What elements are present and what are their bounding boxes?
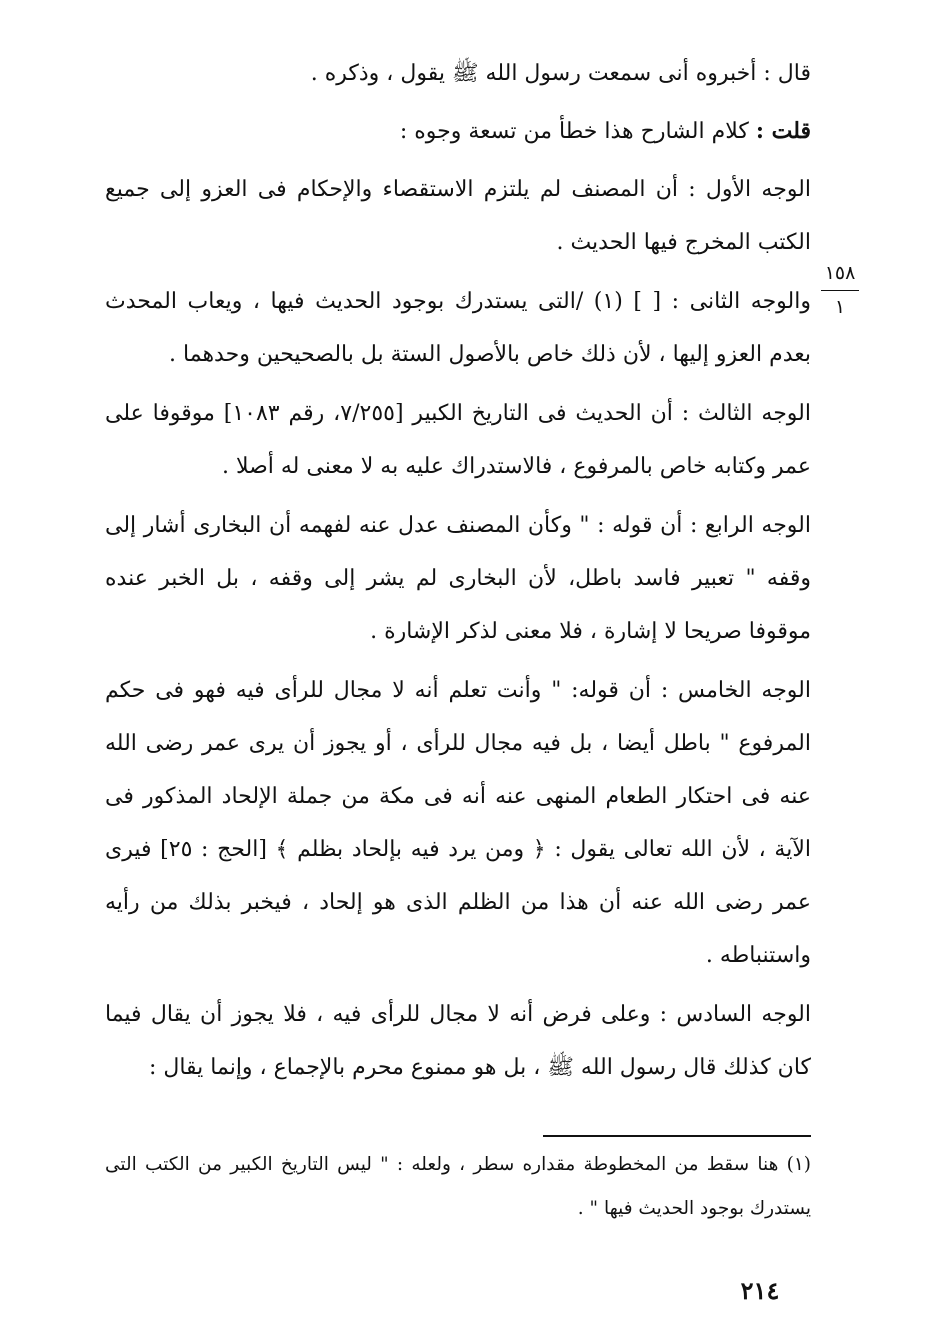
paragraph-text: والوجه الثانى : [ ] (١) /التى يستدرك بوجود الحديث فيها ، ويعاب المحدث بعدم العزو إليها ، لأن ذلك خاص بالأصول الستة بل بالصحيحين وحدهما . [105, 289, 811, 367]
paragraph-wajh-6 [105, 988, 811, 1094]
paragraph-text: كلام الشارح هذا خطأ من تسعة وجوه : [399, 119, 756, 144]
paragraph-wajh-1 [105, 163, 811, 269]
paragraph-text: الوجه الخامس : أن قوله: " وأنت تعلم أنه لا مجال للرأى فيه فهو فى حكم المرفوع " باطل أيضا ، بل فيه مجال للرأى ، أو يجوز أن يرى عمر رضى الله عنه فى احتكار الطعام المنهى عنه أنه فى مكة من جملة الإلحاد المذكور فى الآية ، لأن الله تعالى يقول : ﴿ ومن يرد فيه بإلحاد بظلم ﴾ [الحج : ٢٥] فيرى عمر رضى الله عنه أن هذا من الظلم الذى هو إلحاد ، فيخبر بذلك من رأيه واستنباطه . [105, 678, 811, 968]
paragraph-wajh-3 [105, 387, 811, 493]
footnote [105, 1143, 811, 1231]
paragraph-wajh-4 [105, 499, 811, 658]
paragraph-intro [105, 47, 811, 100]
footnote-separator [543, 1135, 811, 1137]
paragraph-text: الوجه الثالث : أن الحديث فى التاريخ الكبير [٧/٢٥٥، رقم ١٠٨٣] موقوفا على عمر وكتابه خاص بالمرفوع ، فالاستدراك عليه به لا معنى له أصلا . [105, 401, 811, 479]
paragraph-wajh-5 [105, 664, 811, 982]
footnote-text: (١) هنا سقط من المخطوطة مقداره سطر ، ولعله : " ليس التاريخ الكبير من الكتب التى يستدرك بوجود الحديث فيها " . [105, 1154, 811, 1219]
footnotes [105, 1143, 811, 1231]
manuscript-folio-note [818, 262, 862, 318]
paragraph-text: قال : أخبروه أنى سمعت رسول الله ﷺ يقول ، وذكره . [310, 61, 811, 86]
folio-divider [821, 290, 859, 291]
main-text [105, 47, 811, 1094]
paragraph-lead: قلت : [755, 118, 811, 144]
paragraph-text: الوجه الأول : أن المصنف لم يلتزم الاستقصاء والإحكام فى العزو إلى جميع الكتب المخرج فيها الحديث . [105, 177, 811, 255]
folio-number: ١٥٨ [824, 262, 856, 284]
page-number: ٢١٤ [740, 1276, 780, 1305]
paragraph-wajh-2 [105, 275, 811, 381]
paragraph-text: الوجه السادس : وعلى فرض أنه لا مجال للرأى فيه ، فلا يجوز أن يقال فيما كان كذلك قال رسول الله ﷺ ، بل هو ممنوع محرم بالإجماع ، وإنما يقال : [105, 1002, 811, 1080]
folio-side: ١ [834, 296, 846, 318]
paragraph-qultu [105, 105, 811, 158]
paragraph-text: الوجه الرابع : أن قوله : " وكأن المصنف عدل عنه لفهمه أن البخارى أشار إلى وقفه " تعبير فاسد باطل، لأن البخارى لم يشر إلى وقفه ، بل الخبر عنده موقوفا صريحا لا إشارة ، فلا معنى لذكر الإشارة . [105, 513, 811, 644]
